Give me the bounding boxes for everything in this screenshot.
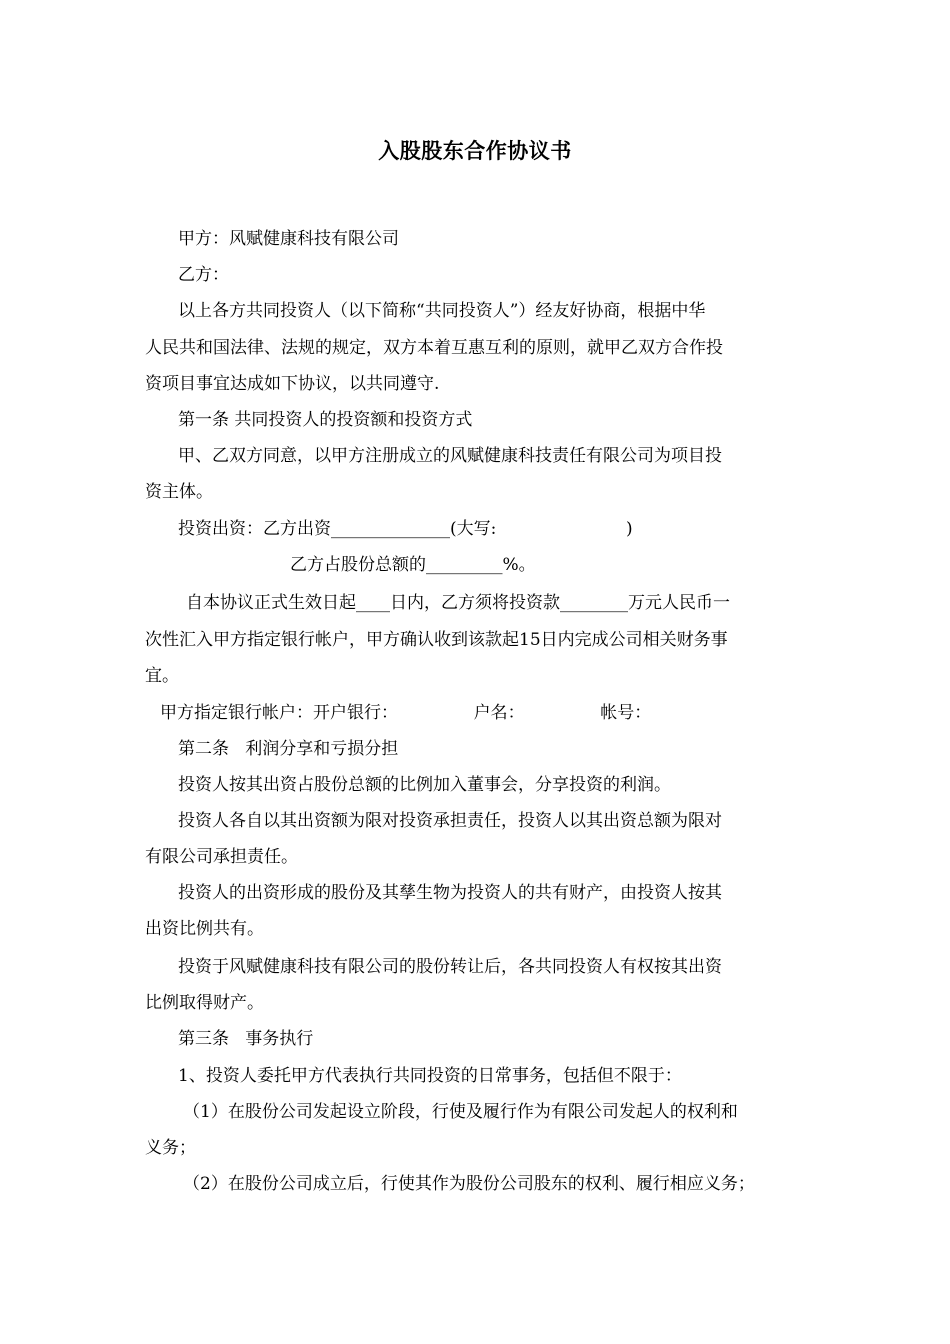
paragraph-line: 比例取得财产。 — [145, 993, 264, 1013]
article-2-heading: 第二条 利润分享和亏损分担 — [178, 739, 399, 759]
paragraph-line: 投资人按其出资占股份总额的比例加入董事会，分享投资的利润。 — [178, 775, 671, 795]
document-title: 入股股东合作协议书 — [378, 139, 572, 163]
paragraph-line: 甲、乙双方同意，以甲方注册成立的风赋健康科技责任有限公司为项目投 — [178, 446, 722, 466]
paragraph-line: 自本协议正式生效日起____日内，乙方须将投资款________万元人民币一 — [186, 593, 730, 613]
paragraph-line: 有限公司承担责任。 — [145, 847, 298, 867]
paragraph-line: 投资于风赋健康科技有限公司的股份转让后，各共同投资人有权按其出资 — [178, 957, 722, 977]
paragraph-line: 人民共和国法律、法规的规定，双方本着互惠互利的原则，就甲乙双方合作投 — [145, 338, 723, 358]
paragraph-line: 以上各方共同投资人（以下简称“共同投资人”）经友好协商，根据中华 — [178, 301, 706, 321]
paragraph-line: 次性汇入甲方指定银行帐户，甲方确认收到该款起15日内完成公司相关财务事 — [145, 630, 728, 650]
paragraph-line: 资主体。 — [145, 482, 213, 502]
paragraph-line: 资项目事宜达成如下协议，以共同遵守. — [145, 374, 440, 394]
paragraph-line: 投资人各自以其出资额为限对投资承担责任，投资人以其出资总额为限对 — [178, 811, 722, 831]
investment-line: 投资出资：乙方出资______________(大写: ) — [178, 519, 633, 539]
list-item: （1）在股份公司发起设立阶段，行使及履行作为有限公司发起人的权利和 — [183, 1102, 738, 1122]
paragraph-line: 1、投资人委托甲方代表执行共同投资的日常事务，包括但不限于： — [178, 1066, 682, 1086]
party-a-line: 甲方：风赋健康科技有限公司 — [178, 229, 399, 249]
list-item-continued: 义务； — [145, 1138, 196, 1158]
share-percent-line: 乙方占股份总额的_________%。 — [290, 555, 536, 575]
list-item: （2）在股份公司成立后，行使其作为股份公司股东的权利、履行相应义务； — [183, 1174, 755, 1194]
paragraph-line: 宜。 — [145, 666, 179, 686]
article-3-heading: 第三条 事务执行 — [178, 1029, 314, 1049]
paragraph-line: 投资人的出资形成的股份及其孳生物为投资人的共有财产，由投资人按其 — [178, 883, 722, 903]
article-1-heading: 第一条 共同投资人的投资额和投资方式 — [178, 410, 473, 430]
paragraph-line: 出资比例共有。 — [145, 919, 264, 939]
bank-account-line: 甲方指定银行帐户：开户银行： 户名： 帐号： — [160, 703, 652, 723]
party-b-line: 乙方： — [178, 265, 229, 285]
